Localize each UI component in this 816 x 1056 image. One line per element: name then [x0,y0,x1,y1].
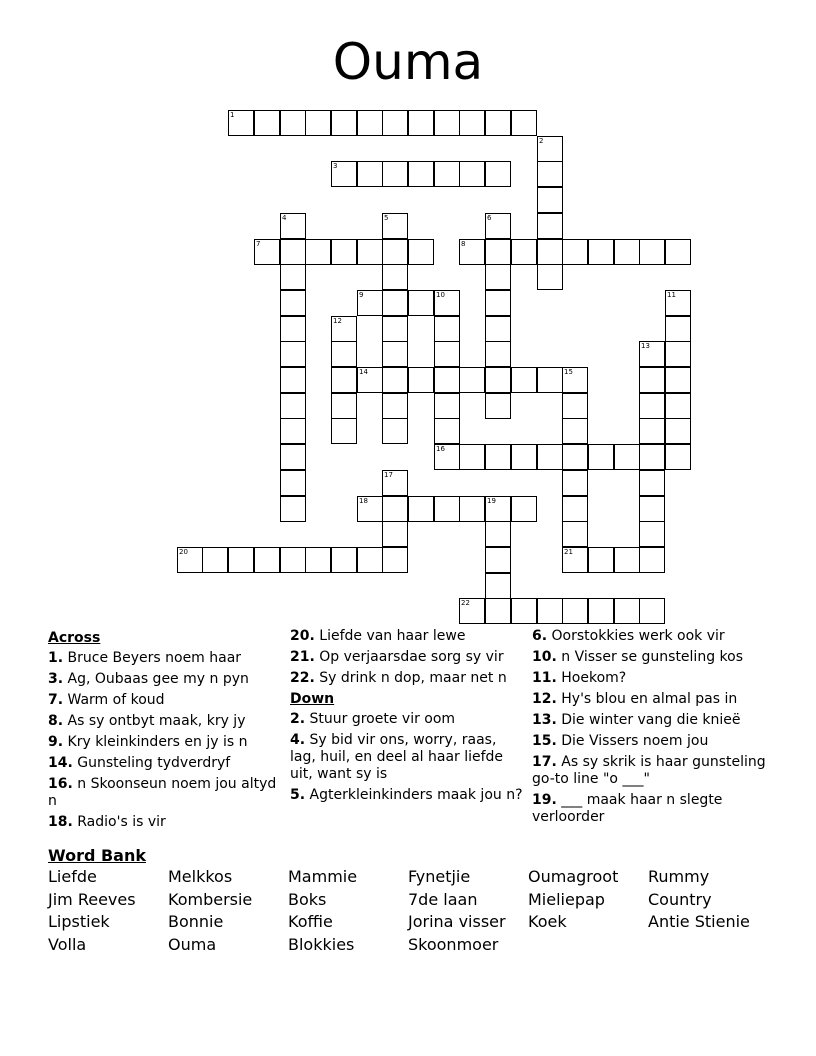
word-bank-item: Melkkos [168,867,233,886]
clue-number: 21. [290,649,315,665]
grid-cell[interactable] [485,213,511,239]
clue-across-22 [290,670,524,687]
grid-cell[interactable] [434,341,460,367]
down-heading: Down [290,691,335,707]
clue-text: Liefde van haar lewe [319,628,466,644]
grid-cell[interactable] [382,213,408,239]
clue-column-3 [532,628,766,830]
grid-cell[interactable] [485,598,511,624]
word-bank-item: Volla [48,934,87,954]
cell-number: 4 [282,214,287,222]
grid-cell[interactable] [639,393,665,419]
grid-cell[interactable] [459,161,485,187]
grid-cell[interactable] [485,496,511,522]
word-bank-item: Koek [528,912,567,931]
clue-number: 6. [532,628,548,644]
grid-cell[interactable] [588,239,614,265]
grid-cell[interactable] [537,239,563,265]
grid-cell[interactable] [665,418,691,444]
grid-cell[interactable] [562,393,588,419]
clue-across-9 [48,734,282,751]
clue-number: 2. [290,711,306,727]
grid-cell[interactable] [382,367,408,393]
clue-down-12 [532,691,766,708]
clue-across-1 [48,650,282,667]
clue-down-17 [532,754,766,788]
grid-cell[interactable] [382,161,408,187]
clue-down-6 [532,628,766,645]
word-bank-item: Blokkies [288,934,355,954]
clue-text: Bruce Beyers noem haar [67,650,242,666]
grid-cell[interactable] [280,290,306,316]
grid-cell[interactable] [305,547,331,573]
grid-cell[interactable] [434,496,460,522]
grid-cell[interactable] [382,547,408,573]
grid-cell[interactable] [408,496,434,522]
grid-cell[interactable] [537,444,563,470]
clue-text: Hy's blou en almal pas in [561,691,738,707]
grid-cell[interactable] [459,239,485,265]
cell-number: 22 [461,599,470,607]
clue-number: 13. [532,712,557,728]
word-bank-item: Jorina visser [408,912,506,931]
clue-text: Agterkleinkinders maak jou n? [309,787,523,803]
grid-cell[interactable] [280,418,306,444]
grid-cell[interactable] [331,161,357,187]
grid-cell[interactable] [665,393,691,419]
grid-cell[interactable] [639,444,665,470]
cell-number: 12 [333,317,342,325]
word-bank-item: Skoonmoer [408,934,499,954]
grid-cell[interactable] [434,367,460,393]
grid-cell[interactable] [511,367,537,393]
grid-cell[interactable] [280,213,306,239]
grid-cell[interactable] [639,547,665,573]
grid-cell[interactable] [562,547,588,573]
grid-cell[interactable] [305,110,331,136]
grid-cell[interactable] [408,290,434,316]
grid-cell[interactable] [614,547,640,573]
grid-cell[interactable] [588,598,614,624]
grid-cell[interactable] [511,110,537,136]
cell-number: 5 [384,214,389,222]
clue-text: Die winter vang die knieë [561,712,741,728]
grid-cell[interactable] [665,341,691,367]
grid-cell[interactable] [280,496,306,522]
word-bank-item: Rummy [648,867,710,886]
word-bank-item: Ouma [168,934,217,954]
grid-cell[interactable] [280,341,306,367]
cell-number: 8 [461,240,466,248]
cell-number: 2 [539,137,544,145]
grid-cell[interactable] [280,316,306,342]
grid-cell[interactable] [434,444,460,470]
grid-cell[interactable] [588,547,614,573]
clue-number: 16. [48,776,73,792]
grid-cell[interactable] [639,521,665,547]
grid-cell[interactable] [639,470,665,496]
grid-cell[interactable] [434,110,460,136]
clue-number: 11. [532,670,557,686]
word-bank [48,868,768,954]
grid-cell[interactable] [665,444,691,470]
clue-number: 5. [290,787,306,803]
grid-cell[interactable] [331,239,357,265]
grid-cell[interactable] [639,598,665,624]
clue-down-10 [532,649,766,666]
clue-across-8 [48,713,282,730]
word-bank-item: Lipstiek [48,912,110,931]
clue-text: As sy skrik is haar gunsteling go-to line "o ___" [532,754,766,787]
cell-number: 10 [436,291,445,299]
clue-text: Sy bid vir ons, worry, raas, lag, huil, en deel al haar liefde uit, want sy is [290,732,504,782]
grid-cell[interactable] [305,239,331,265]
grid-cell[interactable] [280,444,306,470]
across-heading: Across [48,630,101,646]
clue-text: ___ maak haar n slegte verloorder [532,792,723,825]
cell-number: 19 [487,497,496,505]
grid-cell[interactable] [485,110,511,136]
word-bank-item: Kombersie [168,889,253,909]
clue-text: Hoekom? [561,670,627,686]
grid-cell[interactable] [434,316,460,342]
cell-number: 7 [256,240,261,248]
clue-text: Kry kleinkinders en jy is n [67,734,248,750]
clue-number: 15. [532,733,557,749]
clue-across-18 [48,814,282,831]
grid-cell[interactable] [537,598,563,624]
clue-number: 20. [290,628,315,644]
cell-number: 21 [564,548,573,556]
grid-cell[interactable] [485,444,511,470]
grid-cell[interactable] [357,161,383,187]
grid-cell[interactable] [357,496,383,522]
word-bank-item: Mammie [288,867,358,886]
grid-cell[interactable] [614,239,640,265]
clue-down-19 [532,792,766,826]
grid-cell[interactable] [357,367,383,393]
clue-number: 10. [532,649,557,665]
grid-cell[interactable] [331,316,357,342]
clue-number: 22. [290,670,315,686]
word-bank-item: Mieliepap [528,889,605,909]
grid-cell[interactable] [331,367,357,393]
cell-number: 3 [333,162,338,170]
grid-cell[interactable] [357,110,383,136]
grid-cell[interactable] [485,521,511,547]
grid-cell[interactable] [408,110,434,136]
word-bank-item: Liefde [48,867,97,886]
clue-column-2 [290,628,524,808]
clue-number: 17. [532,754,557,770]
clue-text: Die Vissers noem jou [561,733,709,749]
grid-cell[interactable] [331,110,357,136]
grid-cell[interactable] [562,367,588,393]
grid-cell[interactable] [511,496,537,522]
grid-cell[interactable] [639,239,665,265]
grid-cell[interactable] [511,598,537,624]
grid-cell[interactable] [665,367,691,393]
clue-across-16 [48,776,282,810]
clue-number: 7. [48,692,64,708]
grid-cell[interactable] [357,239,383,265]
word-bank-item: Jim Reeves [48,889,136,909]
grid-cell[interactable] [382,341,408,367]
word-bank-item: Antie Stienie [648,912,750,931]
grid-cell[interactable] [537,187,563,213]
grid-cell[interactable] [562,444,588,470]
clue-number: 12. [532,691,557,707]
puzzle-title: Ouma [332,33,484,91]
grid-cell[interactable] [280,367,306,393]
grid-cell[interactable] [382,418,408,444]
grid-cell[interactable] [382,264,408,290]
word-bank-item: 7de laan [408,889,478,909]
grid-cell[interactable] [382,110,408,136]
grid-cell[interactable] [639,418,665,444]
grid-cell[interactable] [434,418,460,444]
grid-cell[interactable] [331,547,357,573]
grid-cell[interactable] [562,418,588,444]
grid-cell[interactable] [639,341,665,367]
grid-cell[interactable] [459,110,485,136]
clue-number: 8. [48,713,64,729]
grid-cell[interactable] [280,264,306,290]
grid-cell[interactable] [562,496,588,522]
grid-cell[interactable] [665,316,691,342]
grid-cell[interactable] [357,547,383,573]
grid-cell[interactable] [280,470,306,496]
grid-cell[interactable] [485,161,511,187]
clue-down-15 [532,733,766,750]
grid-cell[interactable] [280,239,306,265]
clue-number: 3. [48,671,64,687]
clue-text: Oorstokkies werk ook vir [551,628,725,644]
grid-cell[interactable] [382,521,408,547]
clue-across-20 [290,628,524,645]
grid-cell[interactable] [202,547,228,573]
clue-across-7 [48,692,282,709]
grid-cell[interactable] [485,316,511,342]
grid-cell[interactable] [665,290,691,316]
grid-cell[interactable] [228,110,254,136]
word-bank-item: Koffie [288,912,333,931]
clue-text: Stuur groete vir oom [309,711,456,727]
cell-number: 17 [384,471,393,479]
clue-column-1 [48,628,282,835]
grid-cell[interactable] [639,496,665,522]
grid-cell[interactable] [382,239,408,265]
cell-number: 13 [641,342,650,350]
cell-number: 11 [667,291,676,299]
grid-cell[interactable] [665,239,691,265]
clue-text: Gunsteling tydverdryf [77,755,231,771]
word-bank-item: Bonnie [168,912,224,931]
grid-cell[interactable] [459,598,485,624]
clue-number: 4. [290,732,306,748]
grid-cell[interactable] [537,136,563,162]
clue-text: Radio's is vir [77,814,166,830]
grid-cell[interactable] [537,367,563,393]
clue-number: 18. [48,814,73,830]
grid-cell[interactable] [408,161,434,187]
grid-cell[interactable] [485,341,511,367]
grid-cell[interactable] [459,367,485,393]
clue-down-13 [532,712,766,729]
grid-cell[interactable] [562,239,588,265]
clue-text: Ag, Oubaas gee my n pyn [67,671,249,687]
grid-cell[interactable] [254,110,280,136]
clue-across-21 [290,649,524,666]
grid-cell[interactable] [254,547,280,573]
grid-cell[interactable] [382,393,408,419]
cell-number: 18 [359,497,368,505]
grid-cell[interactable] [280,393,306,419]
grid-cell[interactable] [280,110,306,136]
grid-cell[interactable] [382,290,408,316]
cell-number: 6 [487,214,492,222]
grid-cell[interactable] [382,496,408,522]
grid-cell[interactable] [537,264,563,290]
cell-number: 14 [359,368,368,376]
grid-cell[interactable] [459,444,485,470]
grid-cell[interactable] [537,213,563,239]
grid-cell[interactable] [614,598,640,624]
cell-number: 16 [436,445,445,453]
grid-cell[interactable] [408,239,434,265]
clue-down-2 [290,711,524,728]
grid-cell[interactable] [485,367,511,393]
grid-cell[interactable] [459,496,485,522]
clue-text: Warm of koud [67,692,165,708]
grid-cell[interactable] [434,393,460,419]
cell-number: 1 [230,111,235,119]
grid-cell[interactable] [228,547,254,573]
grid-cell[interactable] [280,547,306,573]
cell-number: 15 [564,368,573,376]
grid-cell[interactable] [485,573,511,599]
clue-across-3 [48,671,282,688]
grid-cell[interactable] [177,547,203,573]
word-bank-heading: Word Bank [48,846,147,865]
grid-cell[interactable] [562,521,588,547]
clue-text: Sy drink n dop, maar net n [319,670,507,686]
clue-down-4 [290,732,524,783]
cell-number: 9 [359,291,364,299]
grid-cell[interactable] [511,239,537,265]
grid-cell[interactable] [382,470,408,496]
clue-down-5 [290,787,524,804]
grid-cell[interactable] [434,290,460,316]
grid-cell[interactable] [408,367,434,393]
grid-cell[interactable] [588,444,614,470]
grid-cell[interactable] [562,470,588,496]
grid-cell[interactable] [511,444,537,470]
grid-cell[interactable] [639,367,665,393]
grid-cell[interactable] [331,393,357,419]
word-bank-item: Oumagroot [528,867,619,886]
grid-cell[interactable] [331,341,357,367]
clue-number: 1. [48,650,64,666]
grid-cell[interactable] [485,547,511,573]
grid-cell[interactable] [357,290,383,316]
clue-text: n Visser se gunsteling kos [561,649,743,665]
grid-cell[interactable] [485,290,511,316]
clue-text: n Skoonseun noem jou altyd n [48,776,277,809]
grid-cell[interactable] [382,316,408,342]
grid-cell[interactable] [254,239,280,265]
grid-cell[interactable] [434,161,460,187]
cell-number: 20 [179,548,188,556]
word-bank-item: Fynetjie [408,867,471,886]
clue-text: Op verjaarsdae sorg sy vir [319,649,504,665]
grid-cell[interactable] [614,444,640,470]
grid-cell[interactable] [485,264,511,290]
clue-across-14 [48,755,282,772]
clue-number: 14. [48,755,73,771]
grid-cell[interactable] [331,418,357,444]
grid-cell[interactable] [562,598,588,624]
clue-down-11 [532,670,766,687]
clue-number: 9. [48,734,64,750]
grid-cell[interactable] [485,239,511,265]
clue-text: As sy ontbyt maak, kry jy [67,713,246,729]
word-bank-item: Boks [288,889,327,909]
word-bank-item: Country [648,889,712,909]
clue-number: 19. [532,792,557,808]
grid-cell[interactable] [537,161,563,187]
grid-cell[interactable] [485,393,511,419]
